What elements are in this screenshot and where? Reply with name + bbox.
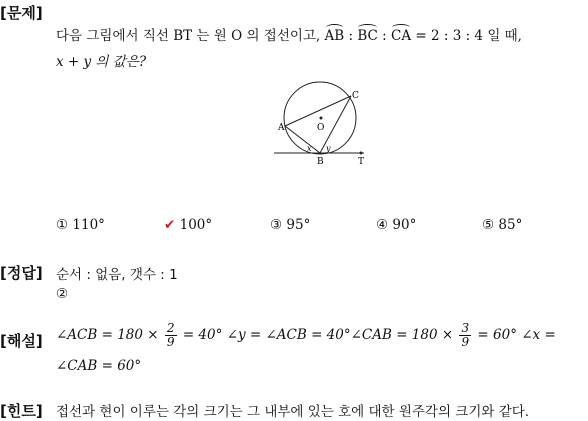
fraction-2-9: $\frac{2}{9}$	[166, 321, 175, 349]
ratio-text: = 2 : 3 : 4 일 때,	[415, 28, 522, 44]
problem-text: 다음 그림에서 직선 BT 는 원 O 의 접선이고,	[56, 28, 321, 44]
hint-text: 접선과 현이 이루는 각의 크기는 그 내부에 있는 호에 대한 원주각의 크기와 같다.	[56, 404, 530, 420]
label-o: O	[317, 123, 325, 133]
choice-marker: ④	[376, 217, 389, 233]
problem-line-1: 다음 그림에서 직선 BT 는 원 O 의 접선이고, AB : BC : CA = 2 : 3 : 4 일 때,	[56, 28, 522, 44]
choice-4[interactable]	[376, 217, 416, 233]
label-a: A	[278, 123, 285, 133]
arc-ca: CA	[391, 28, 412, 44]
arc-bc: BC	[357, 28, 378, 44]
geometry-figure	[272, 78, 392, 168]
label-b: B	[317, 157, 324, 167]
label-t: T	[358, 157, 365, 167]
hint-label: [힌트]	[0, 402, 43, 420]
chord-bc	[320, 96, 351, 153]
problem-line-2: x + y 의 값은?	[56, 54, 147, 70]
arc-ab: AB	[324, 28, 345, 44]
answer-label: [정답]	[0, 264, 43, 282]
fraction-3-9: $\frac{3}{9}$	[461, 321, 470, 349]
choice-value: 95°	[286, 217, 311, 233]
choice-marker: ③	[270, 217, 283, 233]
check-icon: ✔	[164, 217, 176, 233]
label-c: C	[352, 91, 359, 101]
explanation-part-1: ∠ACB = 180 ×	[56, 327, 159, 343]
answer-value: ②	[56, 286, 69, 302]
chord-ac	[285, 96, 351, 126]
choice-2[interactable]	[164, 217, 212, 233]
choice-value: 85°	[498, 217, 523, 233]
center-dot	[320, 117, 323, 120]
label-angle-y: y	[326, 144, 331, 153]
explanation-label: [해설]	[0, 332, 43, 350]
explanation-part-2: = 40° ∠y = ∠ACB = 40°∠CAB = 180 ×	[182, 327, 454, 343]
explanation-part-3: = 60° ∠x =	[477, 327, 556, 343]
explanation-line-1	[56, 322, 556, 349]
choice-value: 100°	[179, 217, 213, 233]
answer-info: 순서 : 없음, 갯수 : 1	[56, 267, 178, 283]
choice-marker: ①	[56, 217, 69, 233]
choice-5[interactable]	[482, 217, 522, 233]
choice-3[interactable]	[270, 217, 310, 233]
choice-value: 90°	[392, 217, 417, 233]
choice-marker: ⑤	[482, 217, 495, 233]
explanation-line-2: ∠CAB = 60°	[56, 358, 142, 374]
problem-label: [문제]	[0, 4, 43, 22]
point-t-dot	[360, 152, 363, 155]
choice-value: 110°	[72, 217, 105, 233]
choice-1[interactable]	[56, 217, 105, 233]
label-angle-x: x	[307, 144, 312, 153]
